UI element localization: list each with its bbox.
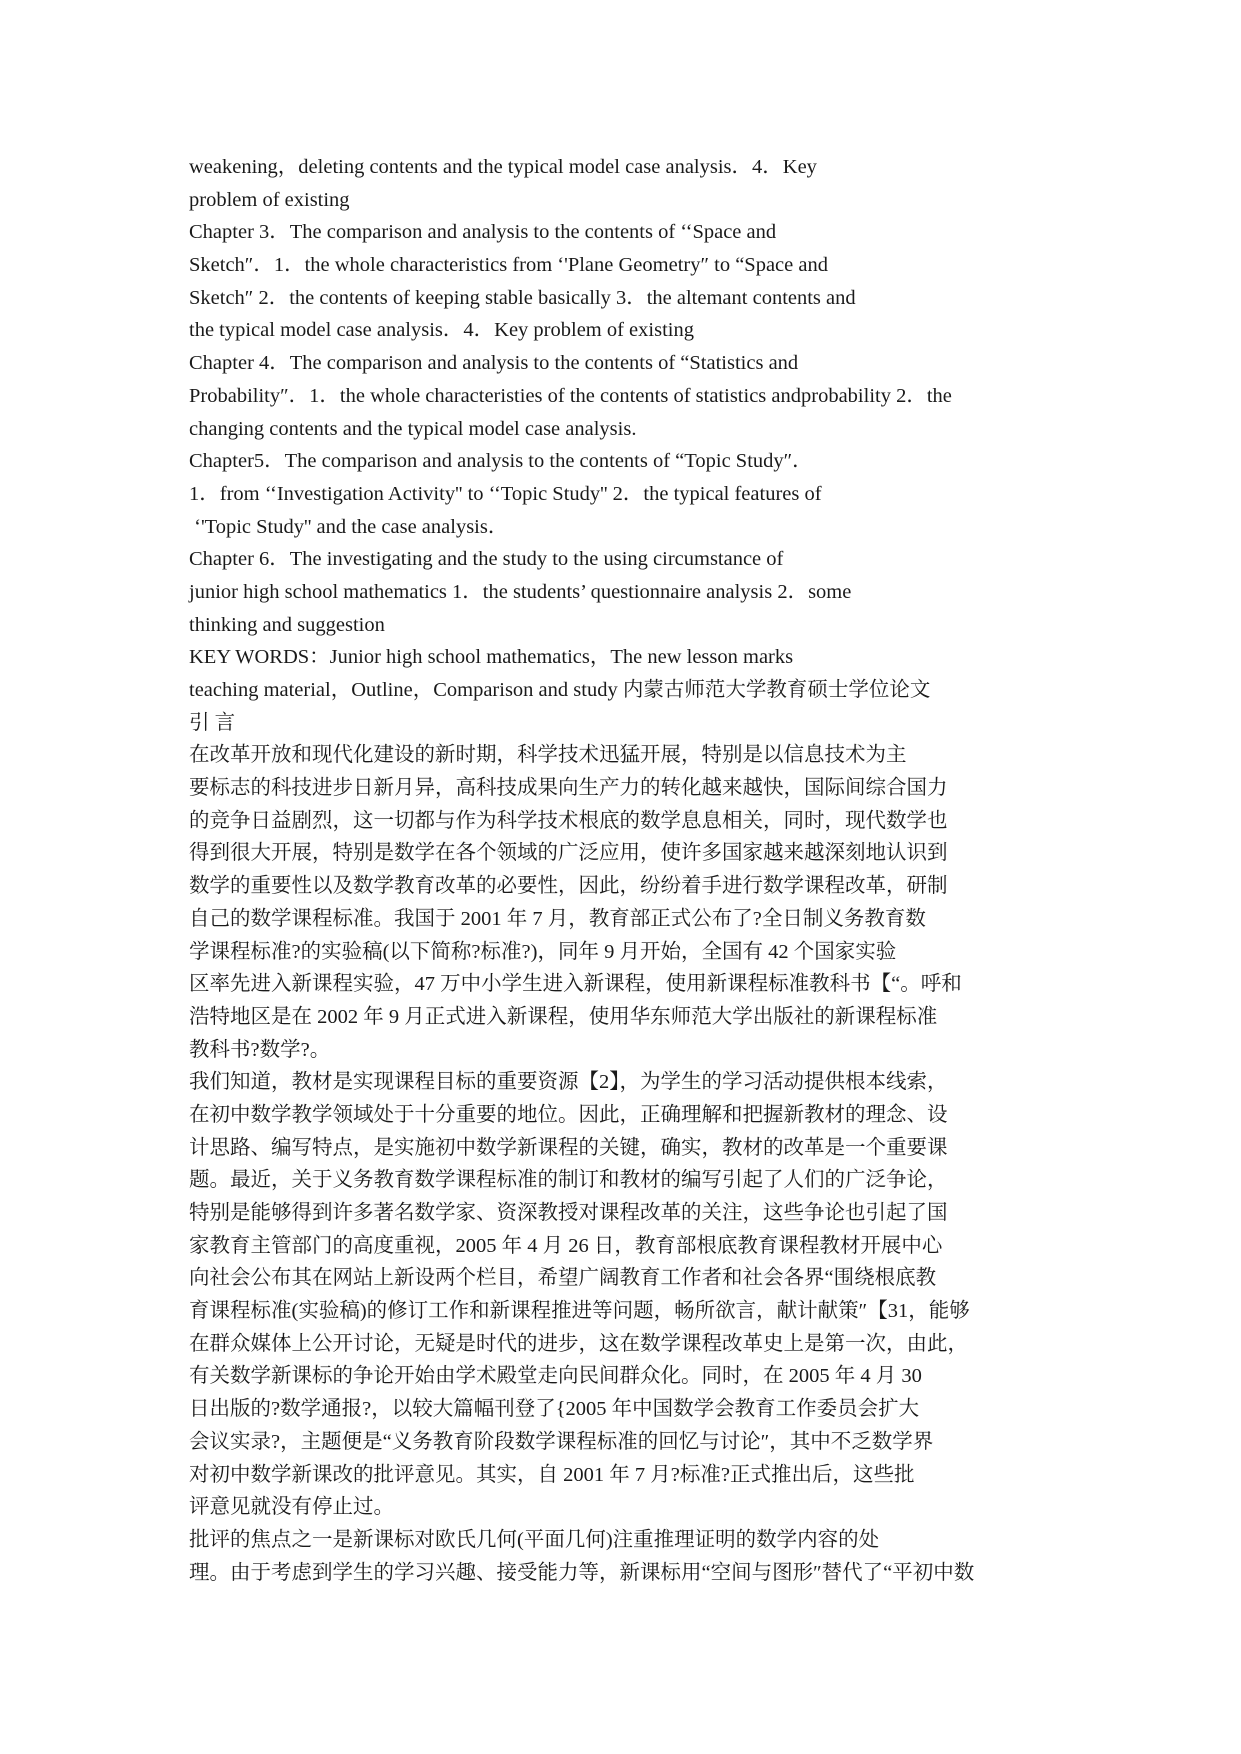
text-line: junior high school mathematics 1．the students’ questionnaire analysis 2．some <box>189 580 852 603</box>
text-line: 1．from ‘‘Investigation Activity'' to ‘‘Topic Study'' 2．the typical features of <box>189 482 822 505</box>
text-line: 会议实录?，主题便是“义务教育阶段数学课程标准的回忆与讨论″，其中不乏数学界 <box>189 1430 934 1453</box>
text-line: Sketch″ 2．the contents of keeping stable basically 3．the altemant contents and <box>189 286 856 309</box>
text-line: 数学的重要性以及数学教育改革的必要性，因此，纷纷着手进行数学课程改革，研制 <box>189 875 948 898</box>
text-line: KEY WORDS：Junior high school mathematics，The new lesson marks <box>189 646 794 669</box>
text-line: 有关数学新课标的争论开始由学术殿堂走向民间群众化。同时，在 2005 年 4 月 30 <box>189 1365 922 1388</box>
text-line: 批评的焦点之一是新课标对欧氏几何(平面几何)注重推理证明的数学内容的处 <box>189 1528 880 1551</box>
text-line: 浩特地区是在 2002 年 9 月正式进入新课程，使用华东师范大学出版社的新课程标准 <box>189 1005 938 1028</box>
text-line: 日出版的?数学通报?，以较大篇幅刊登了{2005 年中国数学会教育工作委员会扩大 <box>189 1398 920 1421</box>
text-line: the typical model case analysis．4．Key problem of existing <box>189 319 694 342</box>
text-line: changing contents and the typical model case analysis. <box>189 417 637 440</box>
text-line: Probability″．1．the whole characteristies of the contents of statistics andprobability 2．the <box>189 384 952 407</box>
text-line: 在群众媒体上公开讨论，无疑是时代的进步，这在数学课程改革史上是第一次，由此， <box>189 1332 968 1355</box>
text-line: 特别是能够得到许多著名数学家、资深教授对课程改革的关注，这些争论也引起了国 <box>189 1202 948 1224</box>
text-line: teaching material，Outline，Comparison and study 内蒙古师范大学教育硕士学位论文 <box>189 679 931 701</box>
text-line: 学课程标准?的实验稿(以下简称?标准?)，同年 9 月开始，全国有 42 个国家实验 <box>189 940 897 963</box>
text-line: ‘'Topic Study'' and the case analysis． <box>189 515 509 538</box>
text-line: Chapter5．The comparison and analysis to the contents of “Topic Study″． <box>189 450 813 473</box>
text-line: Chapter 6．The investigating and the study to the using circumstance of <box>189 548 784 571</box>
text-line: 题。最近，关于义务教育数学课程标准的制订和教材的编写引起了人们的广泛争论， <box>189 1169 948 1192</box>
text-line: problem of existing <box>189 188 350 211</box>
text-line: 理。由于考虑到学生的学习兴趣、接受能力等，新课标用“空间与图形″替代了“平初中数 <box>189 1561 975 1584</box>
text-line: 在改革开放和现代化建设的新时期，科学技术迅猛开展，特别是以信息技术为主 <box>189 744 907 767</box>
text-line: 的竞争日益剧烈，这一切都与作为科学技术根底的数学息息相关，同时，现代数学也 <box>189 809 948 832</box>
text-line: Chapter 3．The comparison and analysis to the contents of ‘‘Space and <box>189 221 777 244</box>
text-line: 自己的数学课程标准。我国于 2001 年 7 月，教育部正式公布了?全日制义务教育数 <box>189 907 926 930</box>
text-line: 区率先进入新课程实验，47 万中小学生进入新课程，使用新课程标准教科书【“。呼和 <box>189 973 962 996</box>
text-line: 要标志的科技进步日新月异，高科技成果向生产力的转化越来越快，国际间综合国力 <box>189 777 948 800</box>
text-line: 计思路、编写特点，是实施初中数学新课程的关键，确实，教材的改革是一个重要课 <box>189 1136 948 1159</box>
text-line: thinking and suggestion <box>189 613 385 636</box>
text-line: 评意见就没有停止过。 <box>189 1496 394 1519</box>
text-line: 得到很大开展，特别是数学在各个领域的广泛应用，使许多国家越来越深刻地认识到 <box>189 842 948 865</box>
text-line: 我们知道，教材是实现课程目标的重要资源【2】，为学生的学习活动提供根本线索， <box>189 1071 948 1094</box>
section-heading: 引 言 <box>189 711 236 734</box>
text-line: 在初中数学教学领域处于十分重要的地位。因此，正确理解和把握新教材的理念、设 <box>189 1103 948 1126</box>
text-line: 对初中数学新课改的批评意见。其实，自 2001 年 7 月?标准?正式推出后，这些批 <box>189 1463 915 1486</box>
text-line: 向社会公布其在网站上新设两个栏目，希望广阔教育工作者和社会各界“围绕根底教 <box>189 1267 937 1290</box>
text-line: 育课程标准(实验稿)的修订工作和新课程推进等问题，畅所欲言，献计献策″【31，能够 <box>189 1300 970 1323</box>
text-line: weakening，deleting contents and the typical model case analysis．4．Key <box>189 156 817 178</box>
body-text <box>189 151 1069 1589</box>
text-line: 教科书?数学?。 <box>189 1038 331 1061</box>
text-line: Chapter 4．The comparison and analysis to the contents of “Statistics and <box>189 352 799 375</box>
text-line: 家教育主管部门的高度重视，2005 年 4 月 26 日，教育部根底教育课程教材开展中心 <box>189 1234 943 1257</box>
text-line: Sketch″．1．the whole characteristics from ‘'Plane Geometry″ to “Space and <box>189 254 828 277</box>
